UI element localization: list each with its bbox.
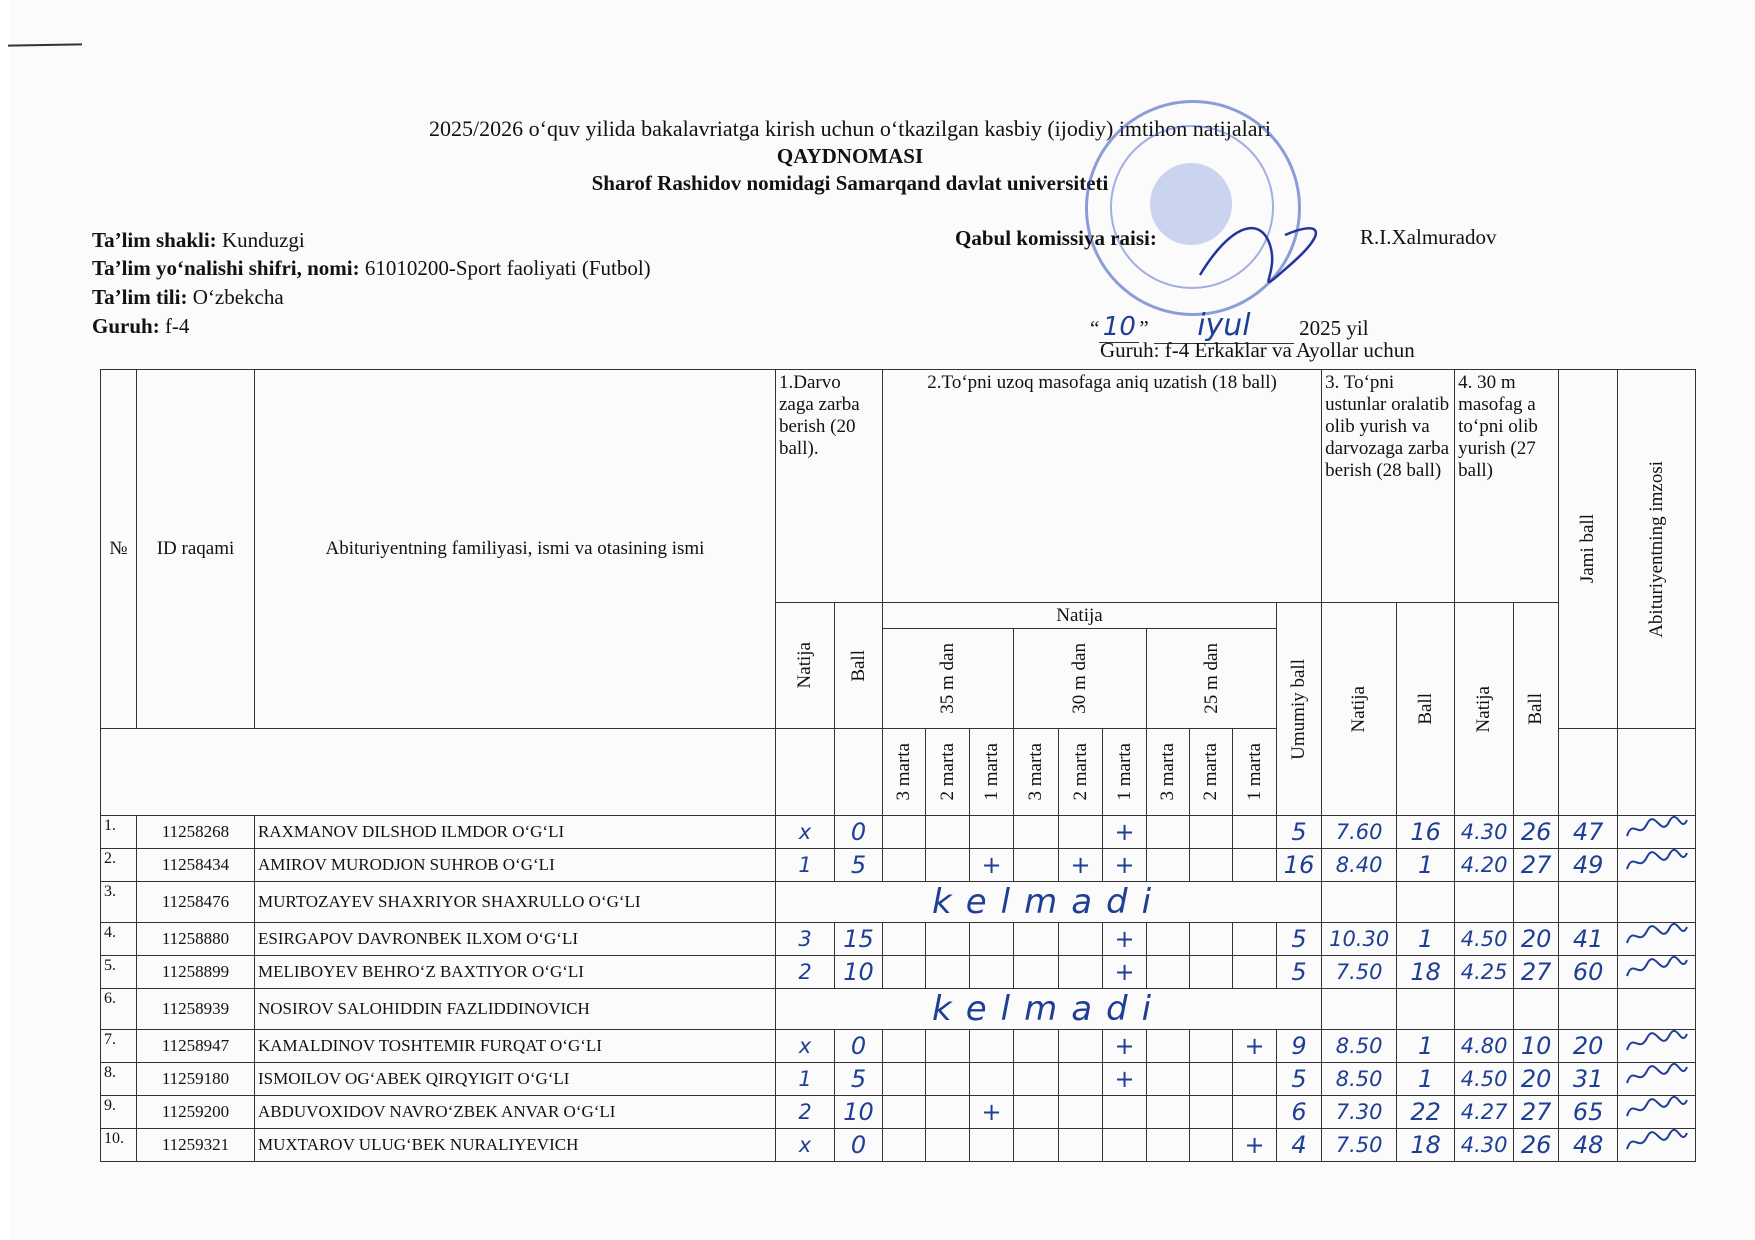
score-m25_1 xyxy=(1233,1063,1277,1096)
applicant-signature xyxy=(1621,923,1691,949)
score-m30_1: + xyxy=(1103,1063,1147,1096)
score-m35_2 xyxy=(926,1063,970,1096)
score-b1: 0 xyxy=(835,1129,883,1162)
absent-note: kelmadi xyxy=(776,989,1322,1030)
score-m35_3 xyxy=(883,923,926,956)
score-m25_2 xyxy=(1190,816,1233,849)
row-number: 3. xyxy=(101,882,137,923)
score-cell xyxy=(1397,989,1455,1030)
score-n1: x xyxy=(776,1129,835,1162)
score-b4: 27 xyxy=(1514,849,1559,882)
score-m35_1 xyxy=(970,923,1014,956)
signature-cell xyxy=(1618,989,1696,1030)
score-m35_3 xyxy=(883,816,926,849)
score-n3: 7.60 xyxy=(1322,816,1397,849)
results-body xyxy=(101,816,1696,1162)
header-spacer-jami xyxy=(1559,729,1618,816)
score-m25_2 xyxy=(1190,849,1233,882)
score-m30_2 xyxy=(1059,1096,1103,1129)
score-b3: 1 xyxy=(1397,849,1455,882)
score-b3: 1 xyxy=(1397,1063,1455,1096)
col-ball4: Ball xyxy=(1514,603,1559,816)
applicant-id: 11259180 xyxy=(137,1063,255,1096)
score-b3: 1 xyxy=(1397,1030,1455,1063)
score-b4: 26 xyxy=(1514,816,1559,849)
score-umumiy: 5 xyxy=(1277,923,1322,956)
col-35m-3: 3 marta xyxy=(883,729,926,816)
score-b1: 5 xyxy=(835,1063,883,1096)
score-m25_3 xyxy=(1147,956,1190,989)
applicant-name: ABDUVOXIDOV NAVRO‘ZBEK ANVAR O‘G‘LI xyxy=(255,1096,776,1129)
chair-signature xyxy=(1190,205,1330,315)
score-m35_2 xyxy=(926,816,970,849)
score-n1: 1 xyxy=(776,849,835,882)
score-n4: 4.50 xyxy=(1455,1063,1514,1096)
score-m35_2 xyxy=(926,1030,970,1063)
row-number: 4. xyxy=(101,923,137,956)
score-umumiy: 9 xyxy=(1277,1030,1322,1063)
score-n1: x xyxy=(776,1030,835,1063)
score-b4: 27 xyxy=(1514,1096,1559,1129)
score-m25_1 xyxy=(1233,816,1277,849)
col-name: Abituriyentning familiyasi, ismi va otasining ismi xyxy=(255,370,776,729)
score-m30_1: + xyxy=(1103,1030,1147,1063)
signature-cell xyxy=(1618,816,1696,849)
score-cell xyxy=(1455,989,1514,1030)
row-number: 6. xyxy=(101,989,137,1030)
col-test4: 4. 30 m masofag a to‘pni olib yurish (27 ball) xyxy=(1455,370,1559,603)
header-spacer-b1 xyxy=(835,729,883,816)
table-row xyxy=(101,1030,1696,1063)
results-table xyxy=(100,369,1696,1162)
score-m25_2 xyxy=(1190,1096,1233,1129)
col-umumiy: Umumiy ball xyxy=(1277,603,1322,816)
score-n1: 2 xyxy=(776,956,835,989)
col-ball1: Ball xyxy=(835,603,883,729)
score-jami: 47 xyxy=(1559,816,1618,849)
score-cell xyxy=(1322,989,1397,1030)
score-m25_1: + xyxy=(1233,1129,1277,1162)
score-m35_1: + xyxy=(970,1096,1014,1129)
score-m30_1: + xyxy=(1103,956,1147,989)
score-m35_1 xyxy=(970,1030,1014,1063)
col-jami: Jami ball xyxy=(1559,370,1618,729)
applicant-name: ISMOILOV OG‘ABEK QIRQYIGIT O‘G‘LI xyxy=(255,1063,776,1096)
score-m25_3 xyxy=(1147,1096,1190,1129)
score-m35_3 xyxy=(883,956,926,989)
col-natija3: Natija xyxy=(1322,603,1397,816)
applicant-name: MELIBOYEV BEHRO‘Z BAXTIYOR O‘G‘LI xyxy=(255,956,776,989)
score-n4: 4.80 xyxy=(1455,1030,1514,1063)
score-m35_2 xyxy=(926,956,970,989)
score-m35_3 xyxy=(883,1030,926,1063)
col-35m: 35 m dan xyxy=(883,629,1014,729)
score-n1: x xyxy=(776,816,835,849)
score-n1: 2 xyxy=(776,1096,835,1129)
score-b4: 27 xyxy=(1514,956,1559,989)
col-35m-2: 2 marta xyxy=(926,729,970,816)
score-b4: 20 xyxy=(1514,923,1559,956)
score-b1: 0 xyxy=(835,816,883,849)
col-25m: 25 m dan xyxy=(1147,629,1277,729)
col-30m-2: 2 marta xyxy=(1059,729,1103,816)
score-m35_1 xyxy=(970,956,1014,989)
applicant-name: RAXMANOV DILSHOD ILMDOR O‘G‘LI xyxy=(255,816,776,849)
score-m30_1 xyxy=(1103,1096,1147,1129)
score-m30_3 xyxy=(1014,1129,1059,1162)
applicant-signature xyxy=(1621,816,1691,842)
document-title-line1: 2025/2026 o‘quv yilida bakalavriatga kirish uchun o‘tkazilgan kasbiy (ijodiy) imtihon natijalari xyxy=(429,116,1271,141)
applicant-id: 11258434 xyxy=(137,849,255,882)
score-n3: 7.50 xyxy=(1322,1129,1397,1162)
score-n3: 7.30 xyxy=(1322,1096,1397,1129)
score-m25_2 xyxy=(1190,923,1233,956)
score-umumiy: 5 xyxy=(1277,816,1322,849)
applicant-id: 11259200 xyxy=(137,1096,255,1129)
row-number: 8. xyxy=(101,1063,137,1096)
col-imzo: Abituriyentning imzosi xyxy=(1618,370,1696,729)
applicant-name: ESIRGAPOV DAVRONBEK ILXOM O‘G‘LI xyxy=(255,923,776,956)
score-m35_2 xyxy=(926,1129,970,1162)
col-25m-3: 3 marta xyxy=(1147,729,1190,816)
score-m25_2 xyxy=(1190,1030,1233,1063)
score-m25_3 xyxy=(1147,849,1190,882)
col-30m: 30 m dan xyxy=(1014,629,1147,729)
score-umumiy: 6 xyxy=(1277,1096,1322,1129)
applicant-signature xyxy=(1621,849,1691,875)
score-b4: 26 xyxy=(1514,1129,1559,1162)
score-b1: 5 xyxy=(835,849,883,882)
signature-cell xyxy=(1618,923,1696,956)
applicant-signature xyxy=(1621,1030,1691,1056)
score-m35_1: + xyxy=(970,849,1014,882)
document-date: “ 10 ” iyul 2025 yil xyxy=(1090,308,1369,343)
col-id: ID raqami xyxy=(137,370,255,729)
score-b1: 15 xyxy=(835,923,883,956)
applicant-id: 11258476 xyxy=(137,882,255,923)
col-test3: 3. To‘pni ustunlar oralatib olib yurish va darvozaga zarba berish (28 ball) xyxy=(1322,370,1455,603)
table-row xyxy=(101,882,1696,923)
table-row xyxy=(101,849,1696,882)
score-n3: 8.50 xyxy=(1322,1030,1397,1063)
col-test2-natija: Natija xyxy=(883,603,1277,629)
score-n3: 7.50 xyxy=(1322,956,1397,989)
score-jami: 48 xyxy=(1559,1129,1618,1162)
signature-cell xyxy=(1618,1030,1696,1063)
table-row xyxy=(101,1096,1696,1129)
absent-note: kelmadi xyxy=(776,882,1322,923)
score-n1: 3 xyxy=(776,923,835,956)
applicant-signature xyxy=(1621,956,1691,982)
score-jami: 41 xyxy=(1559,923,1618,956)
score-b3: 16 xyxy=(1397,816,1455,849)
score-m35_3 xyxy=(883,849,926,882)
university-name: Sharof Rashidov nomidagi Samarqand davlat universiteti xyxy=(591,171,1109,195)
score-n3: 8.40 xyxy=(1322,849,1397,882)
col-test2: 2.To‘pni uzoq masofaga aniq uzatish (18 ball) xyxy=(883,370,1322,603)
score-m25_2 xyxy=(1190,1063,1233,1096)
score-m30_2 xyxy=(1059,816,1103,849)
score-m25_1 xyxy=(1233,923,1277,956)
header-spacer xyxy=(101,729,776,816)
score-umumiy: 4 xyxy=(1277,1129,1322,1162)
score-m35_1 xyxy=(970,1129,1014,1162)
header-spacer-n1 xyxy=(776,729,835,816)
score-m30_1: + xyxy=(1103,849,1147,882)
score-n3: 8.50 xyxy=(1322,1063,1397,1096)
applicant-id: 11258947 xyxy=(137,1030,255,1063)
col-30m-3: 3 marta xyxy=(1014,729,1059,816)
score-m35_3 xyxy=(883,1096,926,1129)
applicant-name: MURTOZAYEV SHAXRIYOR SHAXRULLO O‘G‘LI xyxy=(255,882,776,923)
score-m30_3 xyxy=(1014,1030,1059,1063)
score-m25_3 xyxy=(1147,923,1190,956)
score-cell xyxy=(1514,882,1559,923)
score-m25_1 xyxy=(1233,849,1277,882)
score-m30_1: + xyxy=(1103,816,1147,849)
score-cell xyxy=(1455,882,1514,923)
applicant-signature xyxy=(1621,1096,1691,1122)
applicant-id: 11258268 xyxy=(137,816,255,849)
applicant-name: NOSIROV SALOHIDDIN FAZLIDDINOVICH xyxy=(255,989,776,1030)
score-m35_1 xyxy=(970,1063,1014,1096)
score-m30_3 xyxy=(1014,849,1059,882)
row-number: 1. xyxy=(101,816,137,849)
score-b4: 20 xyxy=(1514,1063,1559,1096)
table-row xyxy=(101,816,1696,849)
talim-yonalishi: Ta’lim yo‘nalishi shifri, nomi: 61010200-Sport faoliyati (Futbol) xyxy=(92,256,651,280)
applicant-signature xyxy=(1621,1129,1691,1155)
score-m35_1 xyxy=(970,816,1014,849)
commission-chair-name: R.I.Xalmuradov xyxy=(1360,225,1497,249)
group-note: Guruh: f-4 Erkaklar va Ayollar uchun xyxy=(1100,338,1415,362)
score-b1: 10 xyxy=(835,956,883,989)
score-cell xyxy=(1559,989,1618,1030)
table-row xyxy=(101,1063,1696,1096)
score-m25_2 xyxy=(1190,1129,1233,1162)
score-jami: 65 xyxy=(1559,1096,1618,1129)
signature-cell xyxy=(1618,882,1696,923)
score-m30_3 xyxy=(1014,956,1059,989)
col-natija1: Natija xyxy=(776,603,835,729)
score-b3: 22 xyxy=(1397,1096,1455,1129)
commission-chair-label: Qabul komissiya raisi: xyxy=(955,226,1157,250)
score-n4: 4.27 xyxy=(1455,1096,1514,1129)
col-no: № xyxy=(101,370,137,729)
applicant-id: 11258939 xyxy=(137,989,255,1030)
score-m35_2 xyxy=(926,849,970,882)
col-test1: 1.Darvo zaga zarba berish (20 ball). xyxy=(776,370,883,603)
score-m25_2 xyxy=(1190,956,1233,989)
score-m35_3 xyxy=(883,1129,926,1162)
score-m30_2 xyxy=(1059,1063,1103,1096)
col-25m-2: 2 marta xyxy=(1190,729,1233,816)
score-m35_2 xyxy=(926,923,970,956)
col-30m-1: 1 marta xyxy=(1103,729,1147,816)
signature-cell xyxy=(1618,1063,1696,1096)
signature-cell xyxy=(1618,849,1696,882)
col-25m-1: 1 marta xyxy=(1233,729,1277,816)
score-m30_2 xyxy=(1059,1129,1103,1162)
score-jami: 49 xyxy=(1559,849,1618,882)
score-jami: 31 xyxy=(1559,1063,1618,1096)
applicant-name: KAMALDINOV TOSHTEMIR FURQAT O‘G‘LI xyxy=(255,1030,776,1063)
score-m30_1 xyxy=(1103,1129,1147,1162)
score-b1: 10 xyxy=(835,1096,883,1129)
score-b3: 1 xyxy=(1397,923,1455,956)
signature-cell xyxy=(1618,1096,1696,1129)
signature-cell xyxy=(1618,956,1696,989)
col-35m-1: 1 marta xyxy=(970,729,1014,816)
row-number: 10. xyxy=(101,1129,137,1162)
score-umumiy: 5 xyxy=(1277,1063,1322,1096)
table-row xyxy=(101,923,1696,956)
table-row xyxy=(101,1129,1696,1162)
score-m30_3 xyxy=(1014,1063,1059,1096)
score-m30_2 xyxy=(1059,956,1103,989)
score-m30_3 xyxy=(1014,923,1059,956)
score-cell xyxy=(1322,882,1397,923)
score-m25_3 xyxy=(1147,816,1190,849)
header-spacer-imzo xyxy=(1618,729,1696,816)
score-b3: 18 xyxy=(1397,956,1455,989)
row-number: 5. xyxy=(101,956,137,989)
score-cell xyxy=(1559,882,1618,923)
score-m30_2: + xyxy=(1059,849,1103,882)
row-number: 7. xyxy=(101,1030,137,1063)
signature-cell xyxy=(1618,1129,1696,1162)
score-m25_3 xyxy=(1147,1129,1190,1162)
score-b1: 0 xyxy=(835,1030,883,1063)
score-n1: 1 xyxy=(776,1063,835,1096)
score-b3: 18 xyxy=(1397,1129,1455,1162)
score-cell xyxy=(1397,882,1455,923)
score-jami: 60 xyxy=(1559,956,1618,989)
talim-tili: Ta’lim tili: O‘zbekcha xyxy=(92,285,284,309)
applicant-id: 11259321 xyxy=(137,1129,255,1162)
score-umumiy: 5 xyxy=(1277,956,1322,989)
talim-shakli: Ta’lim shakli: Kunduzgi xyxy=(92,228,305,252)
table-row xyxy=(101,989,1696,1030)
score-m30_3 xyxy=(1014,1096,1059,1129)
applicant-id: 11258880 xyxy=(137,923,255,956)
score-m30_2 xyxy=(1059,923,1103,956)
score-cell xyxy=(1514,989,1559,1030)
score-m35_3 xyxy=(883,1063,926,1096)
score-m35_2 xyxy=(926,1096,970,1129)
col-natija4: Natija xyxy=(1455,603,1514,816)
score-m25_1 xyxy=(1233,956,1277,989)
score-m25_3 xyxy=(1147,1030,1190,1063)
score-m25_1: + xyxy=(1233,1030,1277,1063)
row-number: 9. xyxy=(101,1096,137,1129)
applicant-id: 11258899 xyxy=(137,956,255,989)
score-m25_3 xyxy=(1147,1063,1190,1096)
score-n4: 4.30 xyxy=(1455,816,1514,849)
applicant-name: AMIROV MURODJON SUHROB O‘G‘LI xyxy=(255,849,776,882)
score-n4: 4.50 xyxy=(1455,923,1514,956)
score-n4: 4.30 xyxy=(1455,1129,1514,1162)
score-m25_1 xyxy=(1233,1096,1277,1129)
guruh: Guruh: f-4 xyxy=(92,314,190,338)
applicant-signature xyxy=(1621,1063,1691,1089)
score-jami: 20 xyxy=(1559,1030,1618,1063)
score-n4: 4.20 xyxy=(1455,849,1514,882)
applicant-name: MUXTAROV ULUG‘BEK NURALIYEVICH xyxy=(255,1129,776,1162)
col-ball3: Ball xyxy=(1397,603,1455,816)
score-m30_3 xyxy=(1014,816,1059,849)
score-n3: 10.30 xyxy=(1322,923,1397,956)
score-m30_2 xyxy=(1059,1030,1103,1063)
score-n4: 4.25 xyxy=(1455,956,1514,989)
score-m30_1: + xyxy=(1103,923,1147,956)
score-umumiy: 16 xyxy=(1277,849,1322,882)
row-number: 2. xyxy=(101,849,137,882)
score-b4: 10 xyxy=(1514,1030,1559,1063)
document-title: QAYDNOMASI xyxy=(776,144,924,168)
table-row xyxy=(101,956,1696,989)
